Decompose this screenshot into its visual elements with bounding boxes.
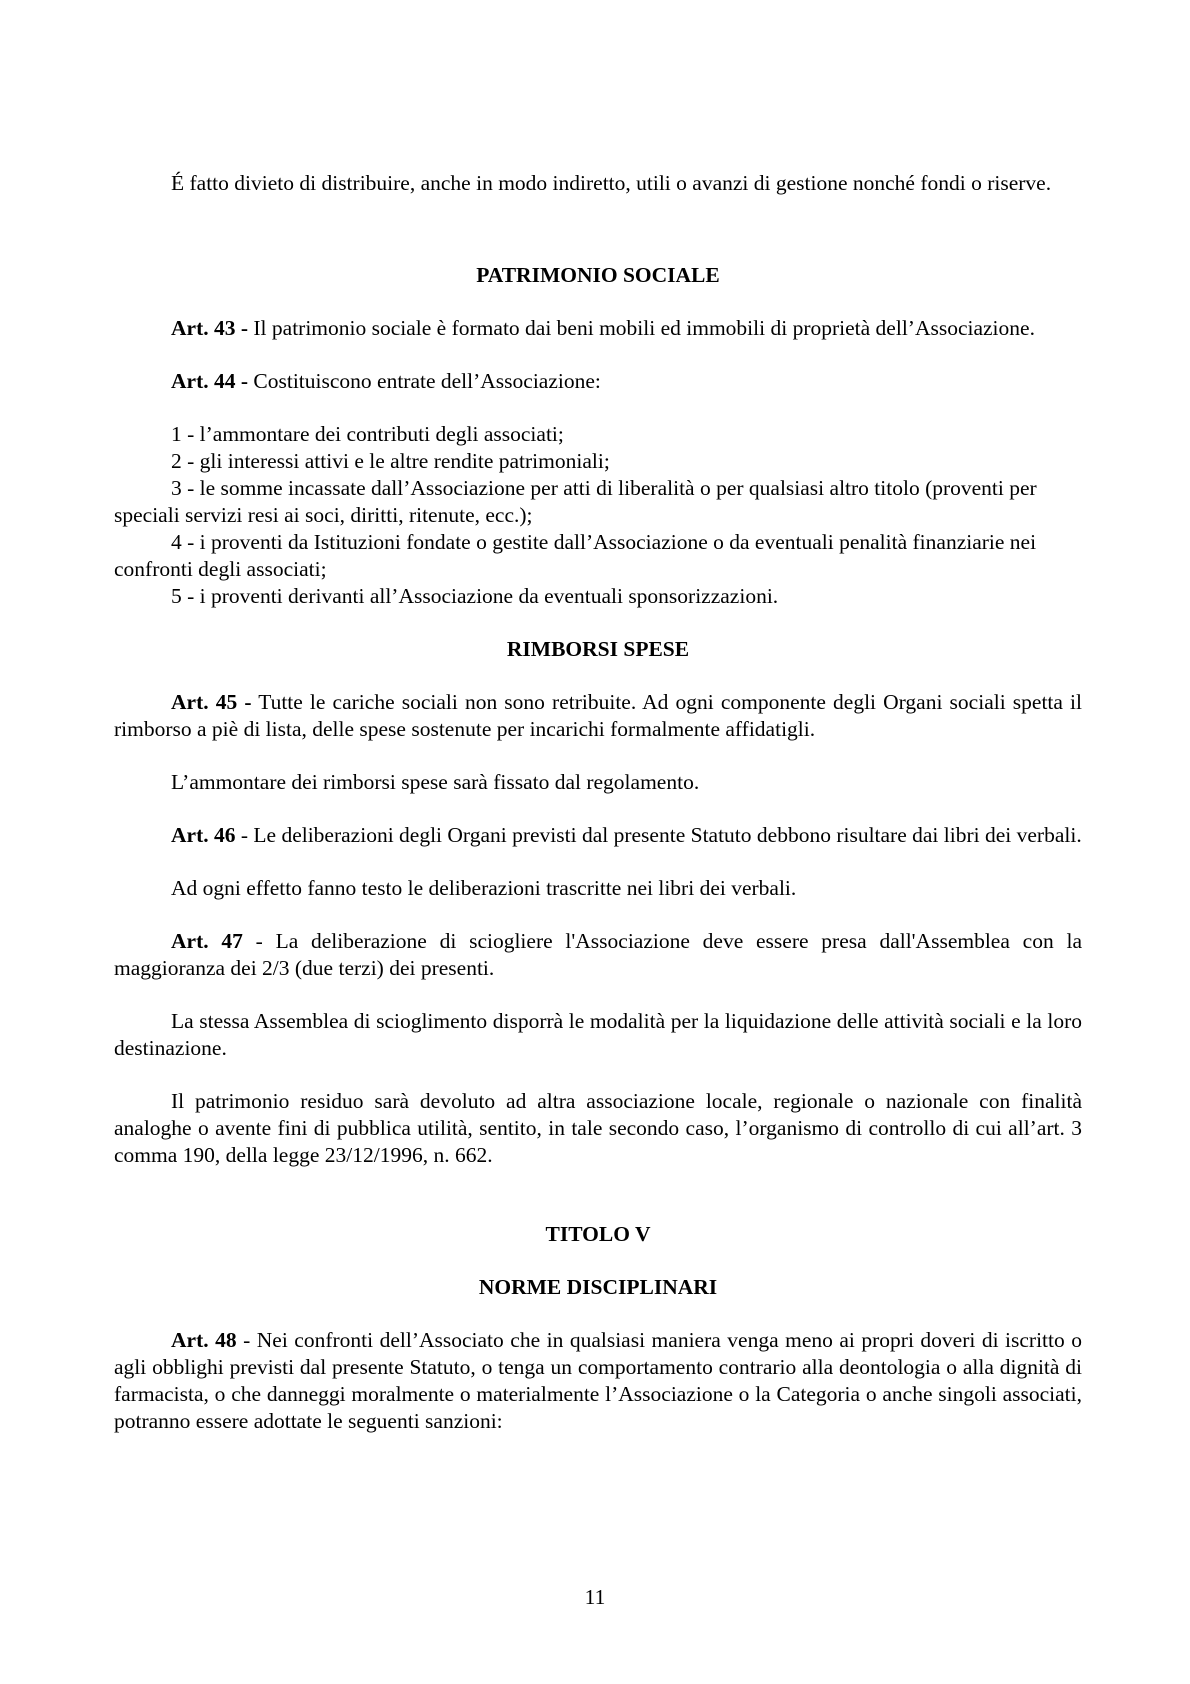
- heading-norme-disciplinari: NORME DISCIPLINARI: [478, 1275, 718, 1299]
- list-item: 2 - gli interessi attivi e le altre rendite patrimoniali;: [171, 449, 610, 473]
- art-46-paragraph: [114, 822, 1082, 849]
- list-item: 5 - i proventi derivanti all’Associazione da eventuali sponsorizzazioni.: [171, 584, 779, 608]
- art-44-paragraph: [114, 368, 1082, 395]
- art-43-text: Il patrimonio sociale è formato dai beni mobili ed immobili di proprietà dell’Associazione.: [248, 316, 1035, 340]
- art-47-paragraph: [114, 928, 1082, 982]
- page-number: 11: [584, 1585, 606, 1609]
- art-47-paragraph-3: Il patrimonio residuo sarà devoluto ad altra associazione locale, regionale o nazionale con finalità analoghe o avente fini di pubblica utilità, sentito, in tale secondo caso, l’organismo di controllo di cui all’art. 3 comma 190, della legge 23/12/1996, n. 662.: [114, 1089, 1082, 1167]
- list-item: 3 - le somme incassate dall’Associazione per atti di liberalità o per qualsiasi altro titolo (proventi per speciali servizi resi ai soci, diritti, ritenute, ecc.);: [114, 476, 1037, 527]
- art-44-label: Art. 44 -: [171, 369, 249, 393]
- art-44-text: Costituiscono entrate dell’Associazione:: [248, 369, 601, 393]
- art-48-paragraph: [114, 1327, 1082, 1435]
- art-43-label: Art. 43 -: [171, 316, 249, 340]
- list-item: 4 - i proventi da Istituzioni fondate o gestite dall’Associazione o da eventuali penalità finanziarie nei confronti degli associati;: [114, 530, 1037, 581]
- entrate-list: [114, 421, 1082, 610]
- art-46-paragraph-2: Ad ogni effetto fanno testo le deliberazioni trascritte nei libri dei verbali.: [171, 876, 797, 900]
- art-45-text: Tutte le cariche sociali non sono retribuite. Ad ogni componente degli Organi sociali spetta il rimborso a piè di lista, delle spese sostenute per incarichi formalmente affidatigli.: [114, 690, 1082, 741]
- art-45-paragraph: [114, 689, 1082, 743]
- heading-patrimonio-sociale: PATRIMONIO SOCIALE: [476, 263, 720, 287]
- art-46-text: - Le deliberazioni degli Organi previsti dal presente Statuto debbono risultare dai libri dei verbali.: [235, 823, 1082, 847]
- art-45-label: Art. 45 -: [171, 690, 252, 714]
- heading-rimborsi-spese: RIMBORSI SPESE: [506, 637, 690, 661]
- art-47-text: - La deliberazione di sciogliere l'Associazione deve essere presa dall'Assemblea con la maggioranza dei 2/3 (due terzi) dei presenti.: [114, 929, 1082, 980]
- art-47-label: Art. 47: [171, 929, 243, 953]
- art-43-paragraph: [114, 315, 1082, 342]
- document-page: [114, 170, 1082, 1435]
- art-48-label: Art. 48: [171, 1328, 237, 1352]
- art-48-text: - Nei confronti dell’Associato che in qualsiasi maniera venga meno ai propri doveri di iscritto o agli obblighi previsti dal presente Statuto, o tenga un comportamento contrario alla deontologia o alla dignità di farmacista, o che danneggi moralmente o materialmente l’Associazione o la Categoria o anche singoli associati, potranno essere adottate le seguenti sanzioni:: [114, 1328, 1083, 1433]
- art-46-label: Art. 46: [171, 823, 236, 847]
- list-item: 1 - l’ammontare dei contributi degli associati;: [171, 422, 564, 446]
- art-47-paragraph-2: La stessa Assemblea di scioglimento disporrà le modalità per la liquidazione delle attività sociali e la loro destinazione.: [114, 1009, 1082, 1060]
- intro-paragraph: É fatto divieto di distribuire, anche in modo indiretto, utili o avanzi di gestione nonché fondi o riserve.: [171, 171, 1052, 195]
- heading-titolo-v: TITOLO V: [545, 1222, 651, 1246]
- art-45-paragraph-2: L’ammontare dei rimborsi spese sarà fissato dal regolamento.: [171, 770, 700, 794]
